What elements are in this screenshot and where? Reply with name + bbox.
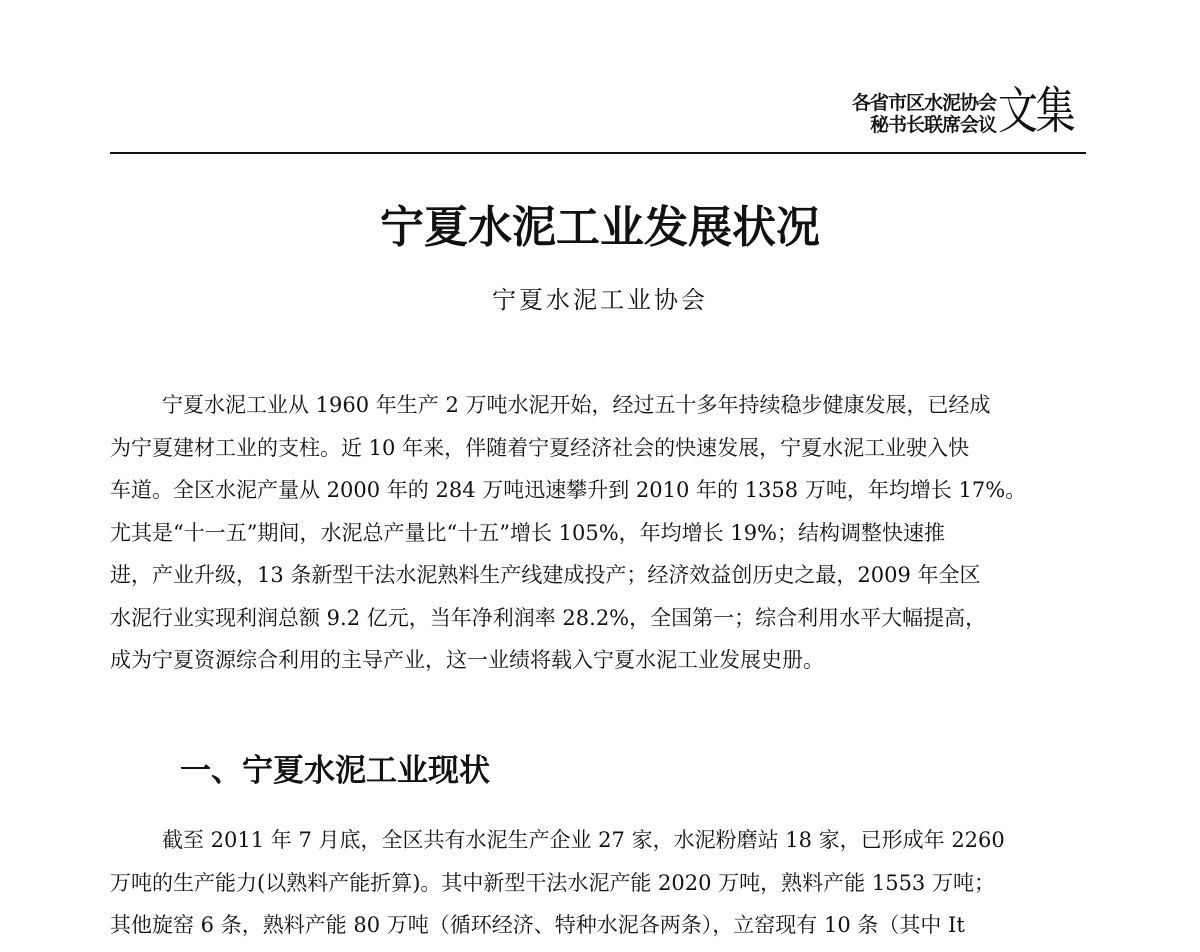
running-header-text: [852, 92, 996, 136]
running-header-big-char: 文集: [998, 82, 1074, 140]
section-1-paragraph: [110, 819, 1086, 947]
document-author: 宁夏水泥工业协会: [492, 286, 708, 314]
document-title: 宁夏水泥工业发展状况: [380, 202, 820, 253]
running-header-line-2: 秘书长联席会议: [869, 114, 996, 136]
intro-paragraph: [110, 384, 1086, 682]
paragraph-line: 水泥行业实现利润总额 9.2 亿元，当年净利润率 28.2%，全国第一；综合利用水平大幅提高，: [110, 605, 987, 630]
paragraph-line: 截至 2011 年 7 月底，全区共有水泥生产企业 27 家，水泥粉磨站 18 家，已形成年 2260: [162, 828, 1005, 852]
paragraph-line: 其他旋窑 6 条，熟料产能 80 万吨（循环经济、特种水泥各两条），立窑现有 10 条（其中 It: [110, 913, 965, 937]
paragraph-line: 车道。全区水泥产量从 2000 年的 284 万吨迅速攀升到 2010 年的 1358 万吨，年均增长 17%。: [110, 478, 1027, 502]
running-header-line-1: 各省市区水泥协会: [851, 92, 996, 114]
header-rule: [110, 152, 1086, 154]
paragraph-line: 尤其是“十一五”期间，水泥总产量比“十五”增长 105%，年均增长 19%；结构调整快速推: [110, 520, 946, 545]
running-header: [851, 82, 1082, 140]
paragraph-line: 成为宁夏资源综合利用的主导产业，这一业绩将载入宁夏水泥工业发展史册。: [110, 648, 824, 672]
paragraph-line: 进，产业升级，13 条新型干法水泥熟料生产线建成投产；经济效益创历史之最，2009 年全区: [110, 563, 981, 587]
paragraph-line: 宁夏水泥工业从 1960 年生产 2 万吨水泥开始，经过五十多年持续稳步健康发展，已经成: [162, 393, 991, 417]
paragraph-line: 万吨的生产能力(以熟料产能折算)。其中新型干法水泥产能 2020 万吨，熟料产能 1553 万吨；: [110, 870, 995, 895]
paragraph-line: 为宁夏建材工业的支柱。近 10 年来，伴随着宁夏经济社会的快速发展，宁夏水泥工业驶入快: [110, 435, 970, 460]
section-heading: 一、宁夏水泥工业现状: [180, 753, 490, 789]
